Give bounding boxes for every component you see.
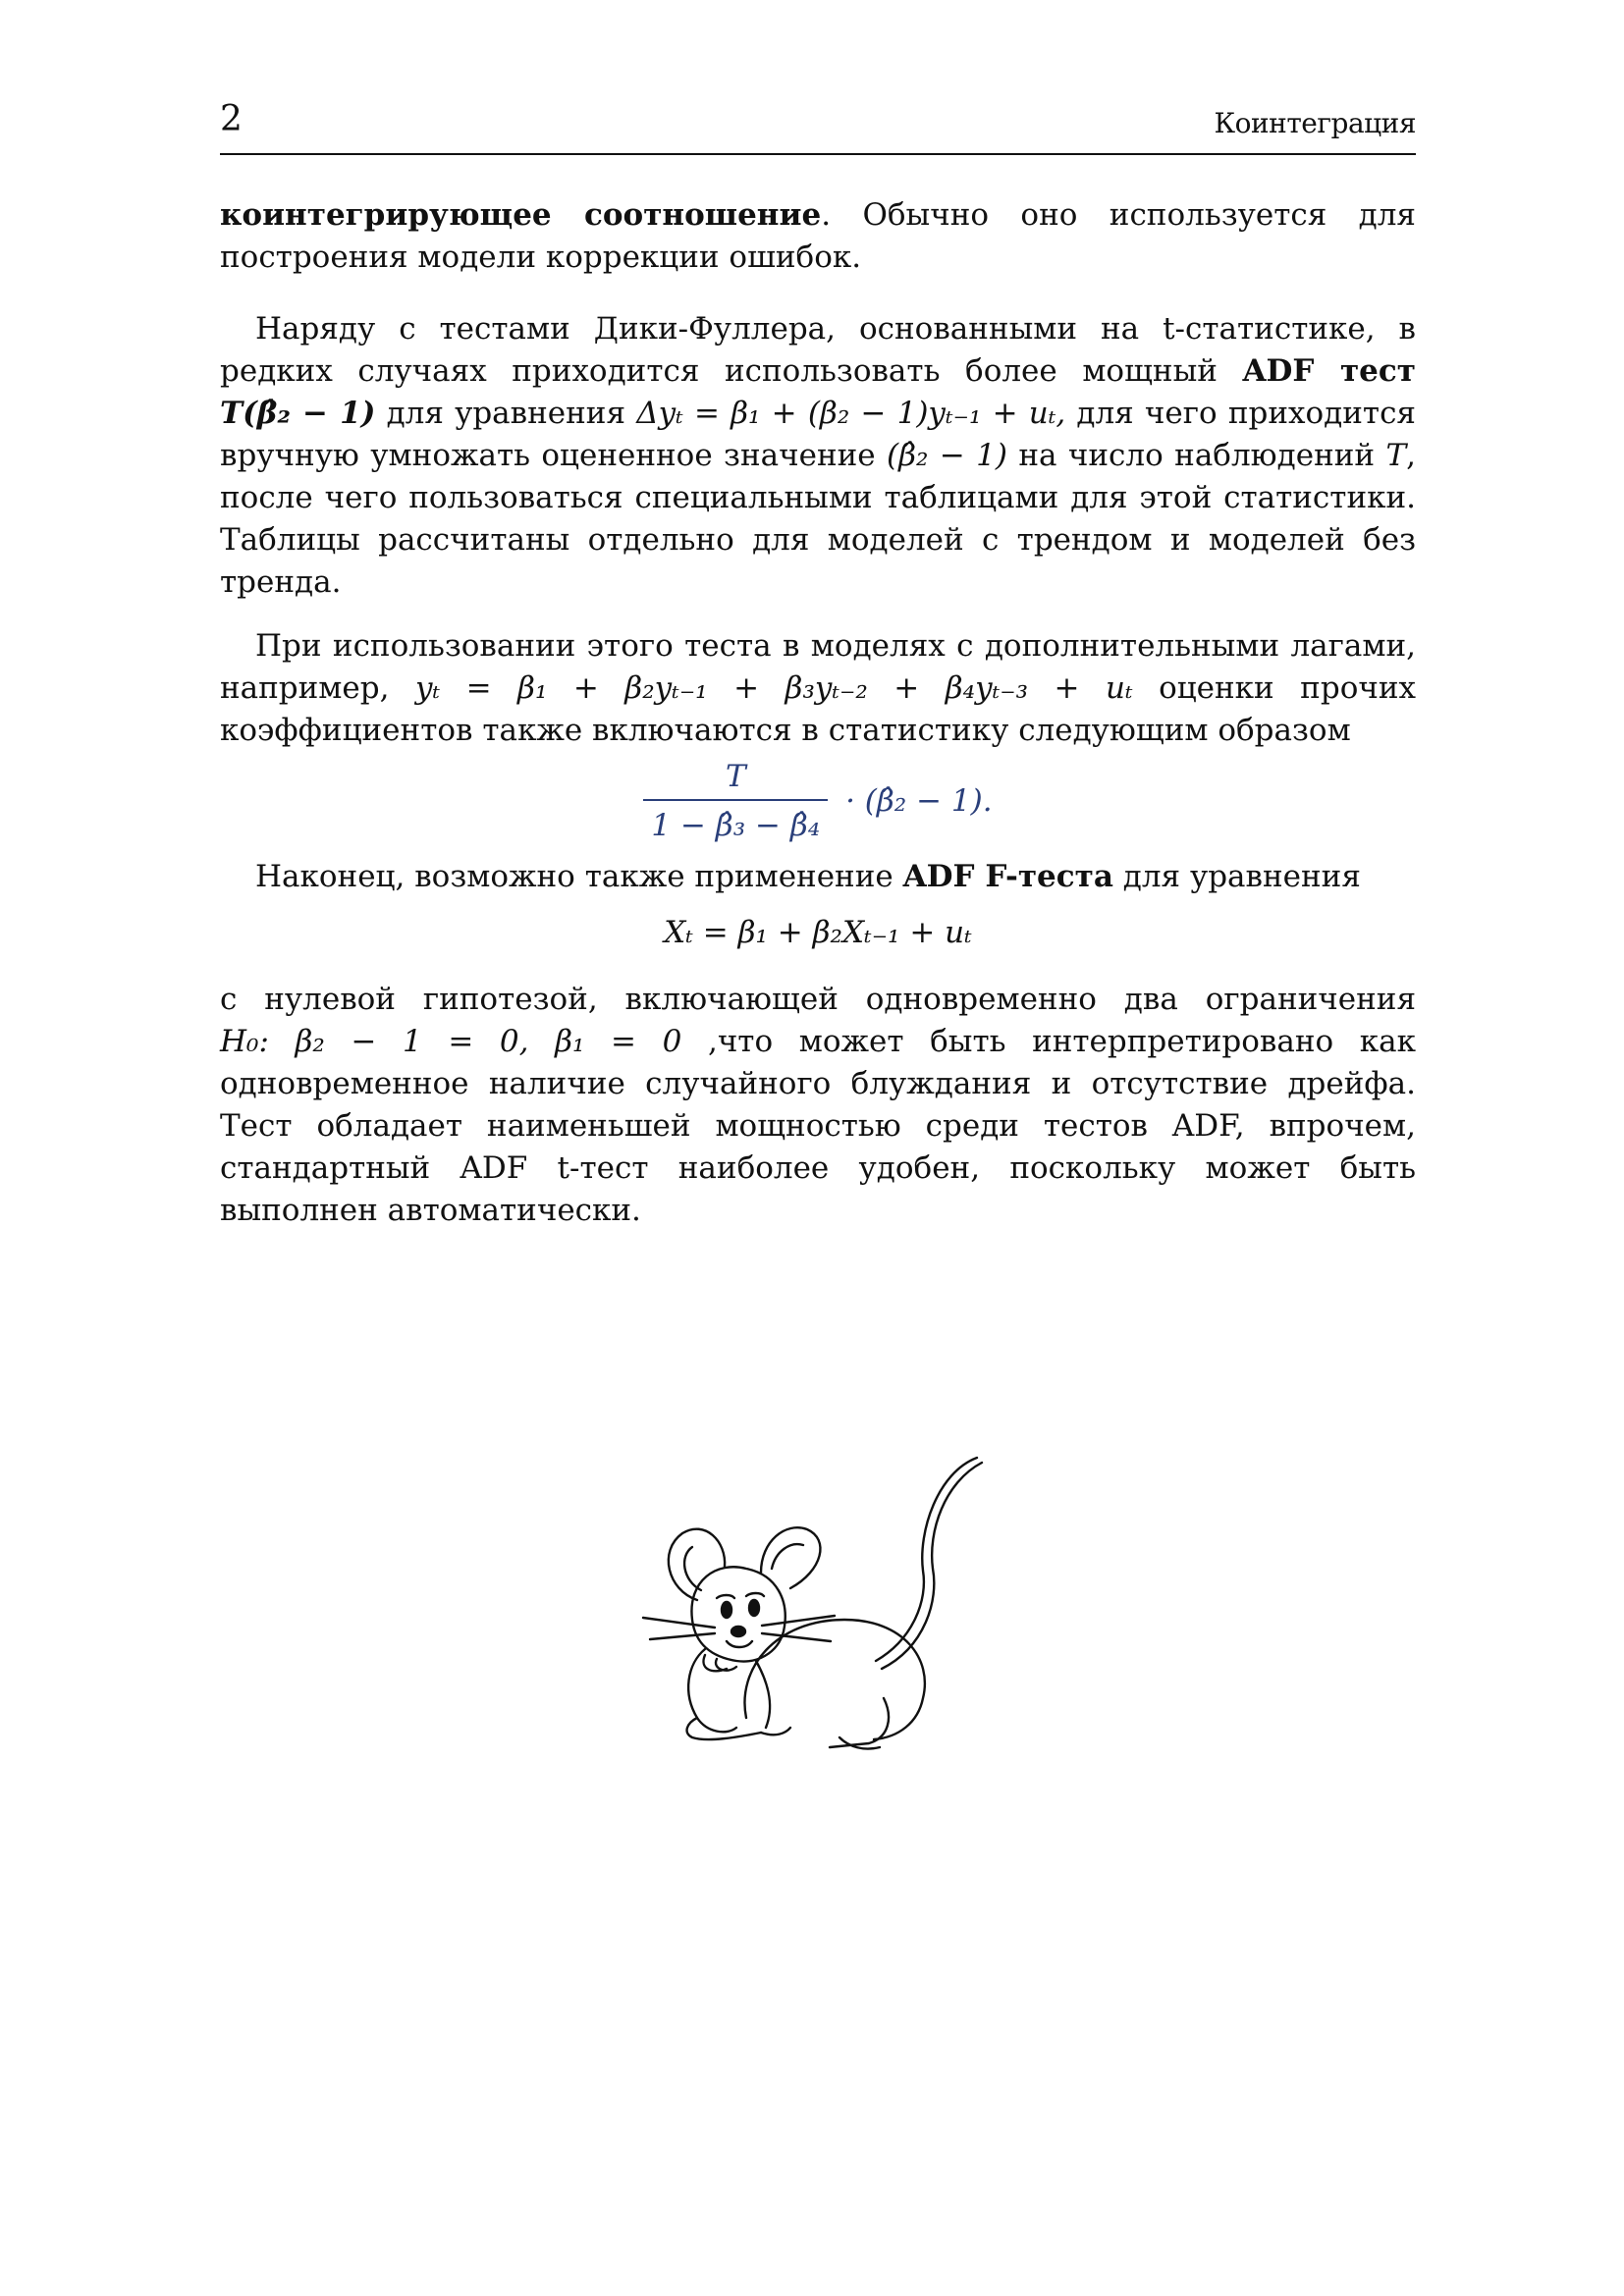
paragraph-4-text-2: для уравнения bbox=[1112, 859, 1361, 894]
fraction-numerator: T bbox=[725, 759, 746, 794]
lag-equation: yₜ = β₁ + β₂yₜ₋₁ + β₃yₜ₋₂ + β₄yₜ₋₃ + uₜ bbox=[414, 670, 1133, 706]
paragraph-4 bbox=[220, 856, 1416, 898]
fraction-denominator: 1 − β̂₃ − β̂₄ bbox=[643, 799, 828, 844]
header-rule bbox=[220, 153, 1416, 155]
mouse-drawing-icon bbox=[589, 1453, 1080, 1855]
paragraph-5-text-1: с нулевой гипотезой, включающей одновременно два ограничения bbox=[220, 982, 1416, 1017]
paragraph-3-text-1: При использовании этого теста в моделях с дополнительными лагами, например, bbox=[220, 628, 1416, 706]
page-header bbox=[220, 98, 1416, 155]
f-test-equation: Xₜ = β₁ + β₂Xₜ₋₁ + uₜ bbox=[664, 915, 972, 950]
adf-f-test-label: ADF F-теста bbox=[902, 859, 1113, 894]
page-number: 2 bbox=[220, 99, 243, 139]
sample-size-symbol: T bbox=[1385, 438, 1407, 473]
paragraph-5 bbox=[220, 979, 1416, 1232]
running-title: Коинтеграция bbox=[1214, 107, 1416, 139]
paragraph-4-text-1: Наконец, возможно также применение bbox=[255, 859, 903, 894]
page-body bbox=[220, 194, 1416, 1232]
paragraph-1 bbox=[220, 194, 1416, 279]
paragraph-2-text-3: для чего приходится вручную умножать оцененное значение bbox=[220, 396, 1416, 473]
bold-term: коинтегрирующее соотношение bbox=[220, 197, 822, 233]
paragraph-2 bbox=[220, 308, 1416, 604]
null-hypothesis: H₀: β₂ − 1 = 0, β₁ = 0 bbox=[220, 1024, 682, 1059]
paragraph-2-text-1: Наряду с тестами Дики-Фуллера, основанными на t-статистике, в редких случаях приходится использовать более мощный bbox=[220, 311, 1416, 389]
paragraph-2-text-4: на число наблюдений bbox=[1007, 438, 1386, 473]
adjusted-statistic-formula bbox=[220, 758, 1416, 856]
paragraph-3 bbox=[220, 625, 1416, 752]
adf-statistic: T(β̂₂ − 1) bbox=[220, 396, 376, 431]
df-equation: Δyₜ = β₁ + (β₂ − 1)yₜ₋₁ + uₜ, bbox=[636, 396, 1066, 431]
fraction bbox=[643, 758, 828, 844]
paragraph-2-text-5: , после чего пользоваться специальными таблицами для этой статистики. Таблицы рассчитаны отдельно для моделей с трендом и моделей без тренда. bbox=[220, 438, 1416, 600]
adf-test-label: ADF тест bbox=[1242, 353, 1416, 389]
paragraph-2-text-2: для уравнения bbox=[375, 396, 637, 431]
fraction-multiplier: · (β̂₂ − 1). bbox=[845, 783, 993, 819]
paragraph-5-text-2: ,что может быть интерпретировано как одновременное наличие случайного блуждания и отсутствие дрейфа. Тест обладает наименьшей мощностью среди тестов ADF, впрочем, стандартный ADF t-тест наиболее удобен, поскольку может быть выполнен автоматически. bbox=[220, 1024, 1416, 1228]
paragraph-3-text-2: оценки прочих коэффициентов также включаются в статистику следующим образом bbox=[220, 670, 1416, 748]
estimate-expression: (β̂₂ − 1) bbox=[887, 438, 1007, 473]
paragraph-1-text: . Обычно оно используется для построения модели коррекции ошибок. bbox=[220, 197, 1416, 275]
